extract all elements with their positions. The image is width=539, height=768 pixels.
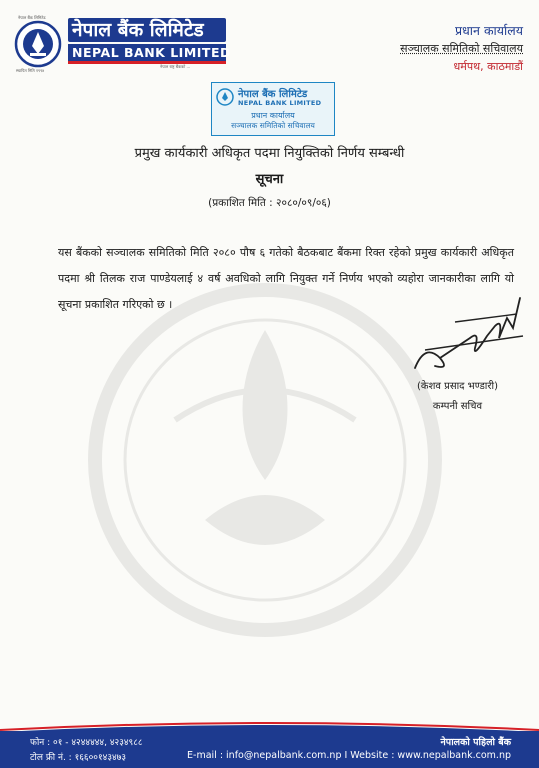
notice-subject: प्रमुख कार्यकारी अधिकृत पदमा नियुक्तिको निर्णय सम्बन्धी <box>134 146 405 161</box>
stamp-line-1: नेपाल बैंक लिमिटेड <box>238 89 308 100</box>
handwritten-signature-icon <box>395 288 530 378</box>
footer-tollfree: टोल फ्री नं. : १६६००१४३४७३ <box>30 753 127 763</box>
brand-name-nepali: नेपाल बैंक लिमिटेड <box>68 18 226 42</box>
notice-title: सूचना <box>255 172 284 187</box>
footer-bar <box>0 731 539 768</box>
stamp-emblem-icon <box>216 88 234 106</box>
footer-contact: E-mail : info@nepalbank.com.np I Website : www.nepalbank.com.np <box>187 750 511 761</box>
footer-slogan: नेपालको पहिलो बैंक <box>440 737 511 748</box>
stamp-line-2: NEPAL BANK LIMITED <box>238 99 322 107</box>
stamp-line-3: प्रधान कार्यालय <box>251 111 295 120</box>
office-address: धर्मपथ, काठमाडौं <box>453 60 523 73</box>
bank-logo <box>68 18 231 64</box>
emblem-caption-bottom: स्थापित मिति १९९४ <box>16 68 45 73</box>
notice-body: यस बैंकको सञ्चालक समितिको मिति २०८० पौष ६ गतेको बैठकबाट बैंकमा रिक्त रहेको प्रमुख कार्यकारी अधिकृत पदमा श्री तिलक राज पाण्डेयलाई ४ वर्ष अवधिको लागि नियुक्त गर्ने निर्णय भएको व्यहोरा जानकारीका लागि यो सूचना प्रकाशित गरिएको छ । <box>58 246 514 311</box>
office-department: सञ्चालक समितिको सचिवालय <box>400 42 523 55</box>
stamp-line-4: सञ्चालक समितिको सचिवालय <box>231 121 315 130</box>
office-title: प्रधान कार्यालय <box>455 23 523 38</box>
brand-tagline: नेपाल राष्ट्र बैंकको ... <box>160 64 191 69</box>
emblem-caption-top: नेपाल बैंक लिमिटेड <box>18 15 46 20</box>
signatory-name: (केशव प्रसाद भण्डारी) <box>417 381 498 392</box>
footer-phone: फोन : ०१ - ४२४४४४४, ४२३४९८८ <box>30 738 143 748</box>
published-date: (प्रकाशित मिति : २०८०/०९/०६) <box>208 197 331 209</box>
bank-emblem-icon <box>12 20 64 68</box>
office-address-block <box>353 22 523 76</box>
office-stamp <box>211 82 335 136</box>
signatory-title: कम्पनी सचिव <box>432 401 483 412</box>
brand-name-english: NEPAL BANK LIMITED <box>68 44 226 64</box>
watermark-emblem-icon <box>85 270 445 650</box>
